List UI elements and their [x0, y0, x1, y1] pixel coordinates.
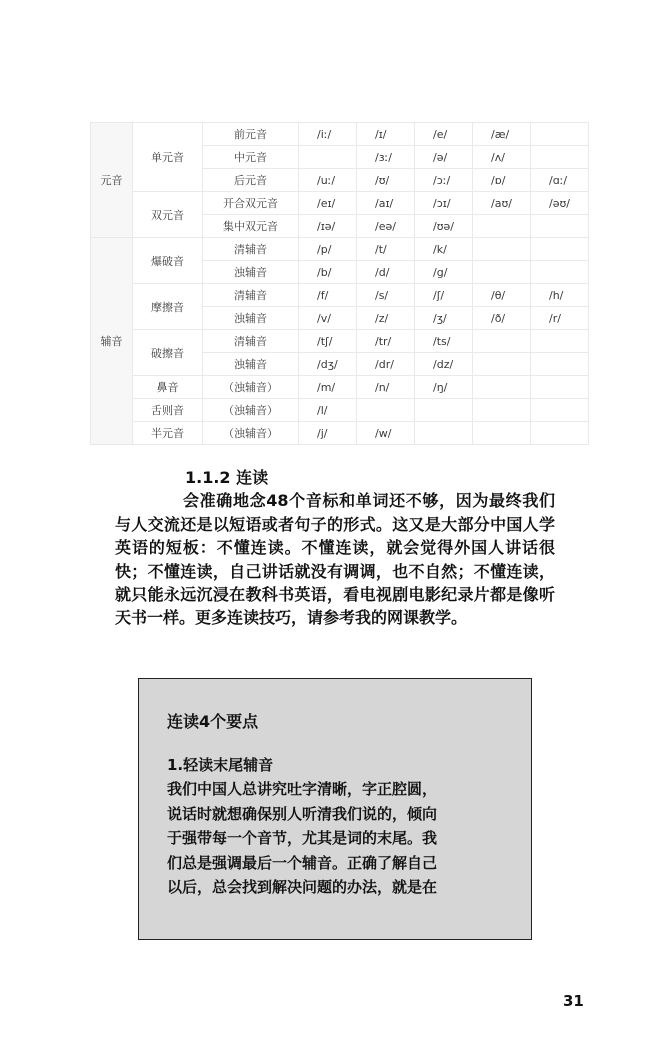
row-label: 开合双元音 — [203, 192, 299, 215]
table-row — [91, 192, 589, 215]
ipa-symbol: /ɑː/ — [531, 169, 589, 192]
ipa-symbol — [473, 399, 531, 422]
ipa-symbol — [531, 238, 589, 261]
ipa-symbol — [473, 330, 531, 353]
row-label: 清辅音 — [203, 284, 299, 307]
ipa-symbol: /eə/ — [357, 215, 415, 238]
liaison-section — [115, 466, 555, 630]
box-title: 连读4个要点 — [167, 712, 259, 731]
ipa-symbol: /p/ — [299, 238, 357, 261]
ipa-symbol: /eɪ/ — [299, 192, 357, 215]
ipa-symbol: /ŋ/ — [415, 376, 473, 399]
ipa-symbol: /ʊ/ — [357, 169, 415, 192]
row-label: 清辅音 — [203, 330, 299, 353]
table-row — [91, 399, 589, 422]
table-row — [91, 376, 589, 399]
table-row — [91, 422, 589, 445]
box-subheading: 1.轻读末尾辅音 — [167, 756, 274, 774]
ipa-symbol: /t/ — [357, 238, 415, 261]
ipa-symbol: /aɪ/ — [357, 192, 415, 215]
row-label: 集中双元音 — [203, 215, 299, 238]
ipa-symbol: /ə/ — [415, 146, 473, 169]
ipa-symbol: /dz/ — [415, 353, 473, 376]
ipa-symbol: /aʊ/ — [473, 192, 531, 215]
ipa-symbol — [531, 146, 589, 169]
ipa-symbol — [415, 422, 473, 445]
ipa-symbol: /ʌ/ — [473, 146, 531, 169]
subgroup-diphthong: 双元音 — [133, 192, 203, 238]
ipa-symbol — [531, 399, 589, 422]
row-label: 浊辅音 — [203, 261, 299, 284]
ipa-symbol: /m/ — [299, 376, 357, 399]
phonetic-symbol-table — [90, 122, 589, 445]
ipa-symbol: /ɪ/ — [357, 123, 415, 146]
ipa-symbol: /uː/ — [299, 169, 357, 192]
table-row — [91, 123, 589, 146]
ipa-symbol: /k/ — [415, 238, 473, 261]
ipa-symbol: /æ/ — [473, 123, 531, 146]
subgroup-plosive: 爆破音 — [133, 238, 203, 284]
ipa-symbol: /ð/ — [473, 307, 531, 330]
ipa-symbol — [473, 215, 531, 238]
ipa-symbol: /ts/ — [415, 330, 473, 353]
ipa-symbol: /θ/ — [473, 284, 531, 307]
ipa-symbol: /dr/ — [357, 353, 415, 376]
row-label: 后元音 — [203, 169, 299, 192]
ipa-symbol: /əʊ/ — [531, 192, 589, 215]
ipa-symbol: /ɔː/ — [415, 169, 473, 192]
ipa-symbol: /ɪə/ — [299, 215, 357, 238]
ipa-symbol: /e/ — [415, 123, 473, 146]
ipa-symbol: /j/ — [299, 422, 357, 445]
row-label: 浊辅音 — [203, 307, 299, 330]
ipa-symbol — [531, 376, 589, 399]
row-label: 前元音 — [203, 123, 299, 146]
subgroup-semivowel: 半元音 — [133, 422, 203, 445]
ipa-symbol — [473, 238, 531, 261]
section-body: 会准确地念48个音标和单词还不够，因为最终我们与人交流还是以短语或者句子的形式。这又是大部分中国人学英语的短板：不懂连读。不懂连读，就会觉得外国人讲话很快；不懂连读，自己讲话就没有调调，也不自然；不懂连读，就只能永远沉浸在教科书英语，看电视剧电影纪录片都是像听天书一样。更多连读技巧，请参考我的网课教学。 — [115, 491, 555, 628]
subgroup-lateral: 舌则音 — [133, 399, 203, 422]
ipa-symbol — [531, 215, 589, 238]
ipa-symbol: /d/ — [357, 261, 415, 284]
box-line: 们总是强调最后一个辅音。正确了解自己 — [167, 853, 438, 872]
subgroup-nasal: 鼻音 — [133, 376, 203, 399]
ipa-symbol: /ʒ/ — [415, 307, 473, 330]
ipa-symbol — [531, 123, 589, 146]
ipa-symbol: /ʊə/ — [415, 215, 473, 238]
box-line: 以后，总会找到解决问题的办法，就是在 — [167, 878, 438, 896]
key-points-box — [138, 678, 532, 940]
ipa-symbol — [299, 146, 357, 169]
row-label: 清辅音 — [203, 238, 299, 261]
box-line: 说话时就想确保别人听清我们说的，倾向 — [167, 804, 438, 823]
subgroup-fricative: 摩擦音 — [133, 284, 203, 330]
ipa-symbol: /s/ — [357, 284, 415, 307]
subgroup-monophthong: 单元音 — [133, 123, 203, 192]
ipa-symbol — [531, 330, 589, 353]
group-consonant: 辅音 — [91, 238, 133, 445]
ipa-symbol: /dʒ/ — [299, 353, 357, 376]
ipa-symbol: /w/ — [357, 422, 415, 445]
row-label: （浊辅音） — [203, 399, 299, 422]
ipa-symbol: /ɒ/ — [473, 169, 531, 192]
ipa-symbol — [415, 399, 473, 422]
ipa-symbol — [473, 353, 531, 376]
ipa-symbol — [531, 422, 589, 445]
group-vowel: 元音 — [91, 123, 133, 238]
box-line: 我们中国人总讲究吐字清晰，字正腔圆， — [167, 780, 438, 798]
ipa-symbol — [357, 399, 415, 422]
row-label: （浊辅音） — [203, 376, 299, 399]
table-row — [91, 330, 589, 353]
ipa-symbol: /f/ — [299, 284, 357, 307]
box-line: 于强带每一个音节，尤其是词的末尾。我 — [167, 829, 438, 847]
ipa-symbol: /g/ — [415, 261, 473, 284]
ipa-symbol: /v/ — [299, 307, 357, 330]
ipa-symbol — [531, 261, 589, 284]
ipa-symbol: /tʃ/ — [299, 330, 357, 353]
row-label: 中元音 — [203, 146, 299, 169]
ipa-symbol: /r/ — [531, 307, 589, 330]
ipa-symbol: /l/ — [299, 399, 357, 422]
ipa-symbol — [473, 376, 531, 399]
ipa-symbol: /ɔɪ/ — [415, 192, 473, 215]
ipa-symbol: /iː/ — [299, 123, 357, 146]
ipa-symbol — [473, 422, 531, 445]
ipa-symbol: /n/ — [357, 376, 415, 399]
ipa-symbol: /z/ — [357, 307, 415, 330]
row-label: 浊辅音 — [203, 353, 299, 376]
section-heading: 1.1.2 连读 — [185, 468, 269, 487]
ipa-symbol: /ʃ/ — [415, 284, 473, 307]
box-body — [167, 777, 507, 900]
ipa-symbol: /b/ — [299, 261, 357, 284]
row-label: （浊辅音） — [203, 422, 299, 445]
ipa-symbol — [531, 353, 589, 376]
table-row — [91, 238, 589, 261]
ipa-symbol — [473, 261, 531, 284]
ipa-symbol: /ɜː/ — [357, 146, 415, 169]
page-number: 31 — [563, 992, 584, 1010]
subgroup-affricate: 破擦音 — [133, 330, 203, 376]
table-row — [91, 284, 589, 307]
ipa-symbol: /tr/ — [357, 330, 415, 353]
ipa-symbol: /h/ — [531, 284, 589, 307]
